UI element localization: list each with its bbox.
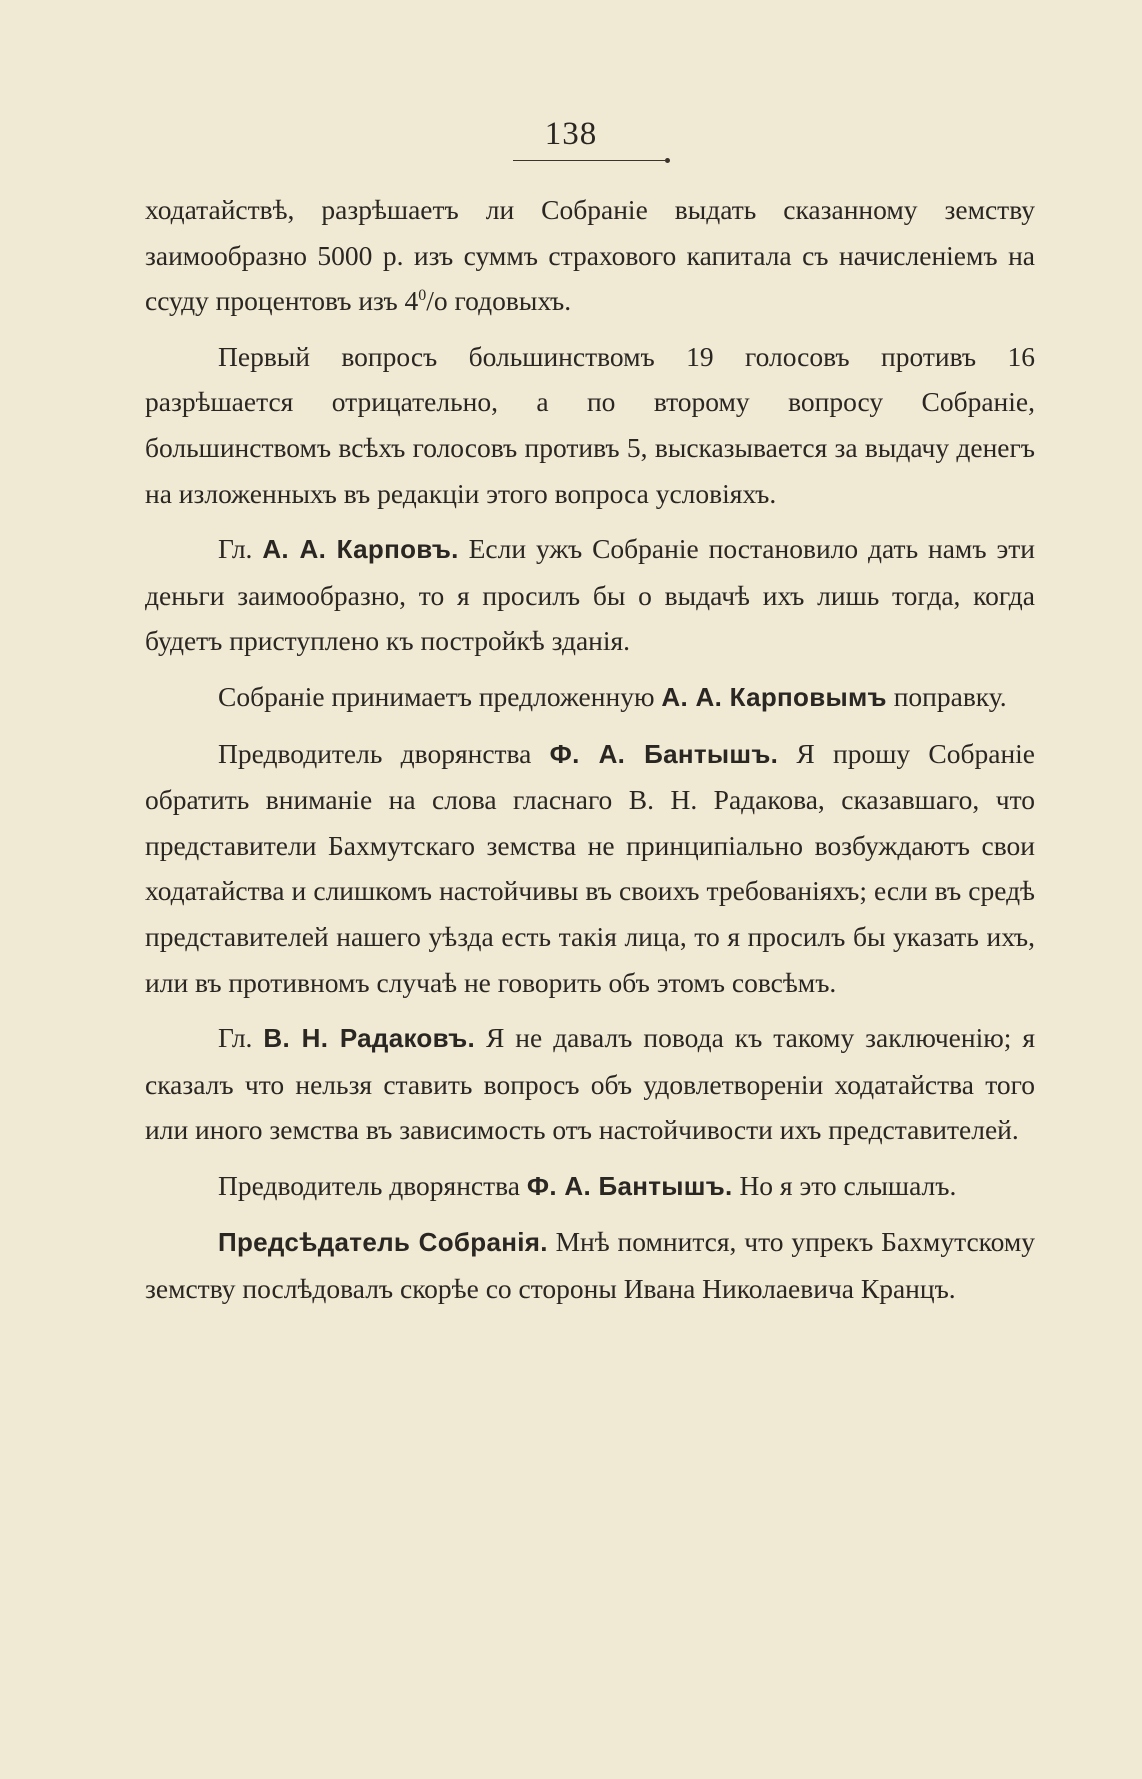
speaker-name: В. Н. Радаковъ. — [263, 1023, 476, 1054]
page-number: 138 — [544, 116, 598, 152]
paragraph-6 — [145, 1015, 1035, 1153]
paragraph-1 — [145, 187, 1035, 324]
paragraph-7 — [145, 1163, 1035, 1210]
paragraph-text: Я прошу Собраніе обратить вниманіе на слова гласнаго В. Н. Радакова, сказавшаго, что представители Бахмутскаго земства не принципіально возбуждаютъ свои ходатайства и слишкомъ настойчивы въ своихъ требованіяхъ; если въ средѣ представителей нашего уѣзда есть такія лица, то я просилъ бы указать ихъ, или въ противномъ случаѣ не говорить объ этомъ совсѣмъ. — [145, 737, 1036, 998]
speaker-name: Ф. А. Бантышъ. — [549, 738, 779, 769]
percent-superscript: 0 — [418, 287, 427, 305]
paragraph-8 — [145, 1219, 1035, 1311]
paragraph-5 — [145, 731, 1035, 1006]
paragraph-text: поправку. — [893, 680, 1007, 712]
page-header — [0, 116, 1142, 153]
speaker-title: Гл. — [218, 533, 253, 565]
paragraph-3 — [145, 526, 1035, 664]
speaker-title: Предводитель дворянства — [218, 737, 532, 769]
paragraph-text: Но я это слышалъ. — [739, 1169, 957, 1201]
speaker-title: Гл. — [218, 1022, 253, 1054]
paragraph-text: ходатайствѣ, разрѣшаетъ ли Собраніе выдать сказанному земству заимообразно 5000 р. изъ суммъ страхового капитала съ начисленіемъ на ссуду процентовъ изъ 4 — [145, 194, 1035, 317]
speaker-name: Предсѣдатель Собранія. — [218, 1227, 548, 1258]
paragraph-text: Я не давалъ повода къ такому заключенію; я сказалъ что нельзя ставить вопросъ объ удовлетвореніи ходатайства того или иного земства въ зависимость отъ настойчивости ихъ представителей. — [145, 1022, 1036, 1146]
paragraph-text: Собраніе принимаетъ предложенную — [218, 680, 655, 712]
paragraph-2 — [145, 334, 1035, 516]
paragraph-text: Если ужъ Собраніе постановило дать намъ эти деньги заимообразно, то я просилъ бы о выдачѣ ихъ лишь тогда, когда будетъ приступлено къ постройкѣ зданія. — [145, 533, 1035, 657]
header-rule — [513, 160, 665, 161]
paragraph-text: Первый вопросъ большинствомъ 19 голосовъ противъ 16 разрѣшается отрицательно, а по второму вопросу Собраніе, большинствомъ всѣхъ голосовъ противъ 5, высказывается за выдачу денегъ на изложенныхъ въ редакціи этого вопроса условіяхъ. — [145, 340, 1035, 509]
person-name: А. А. Карповымъ — [661, 681, 887, 712]
speaker-name: А. А. Карповъ. — [262, 534, 459, 565]
paragraph-4 — [145, 674, 1035, 721]
paragraph-text: Мнѣ помнится, что упрекъ Бахмутскому земству послѣдовалъ скорѣе со стороны Ивана Николаевича Кранцъ. — [145, 1226, 1035, 1305]
speaker-title: Предводитель дворянства — [218, 1169, 520, 1201]
page-body — [145, 187, 1035, 1322]
speaker-name: Ф. А. Бантышъ. — [526, 1170, 733, 1201]
paragraph-text: /о годовыхъ. — [426, 285, 572, 317]
